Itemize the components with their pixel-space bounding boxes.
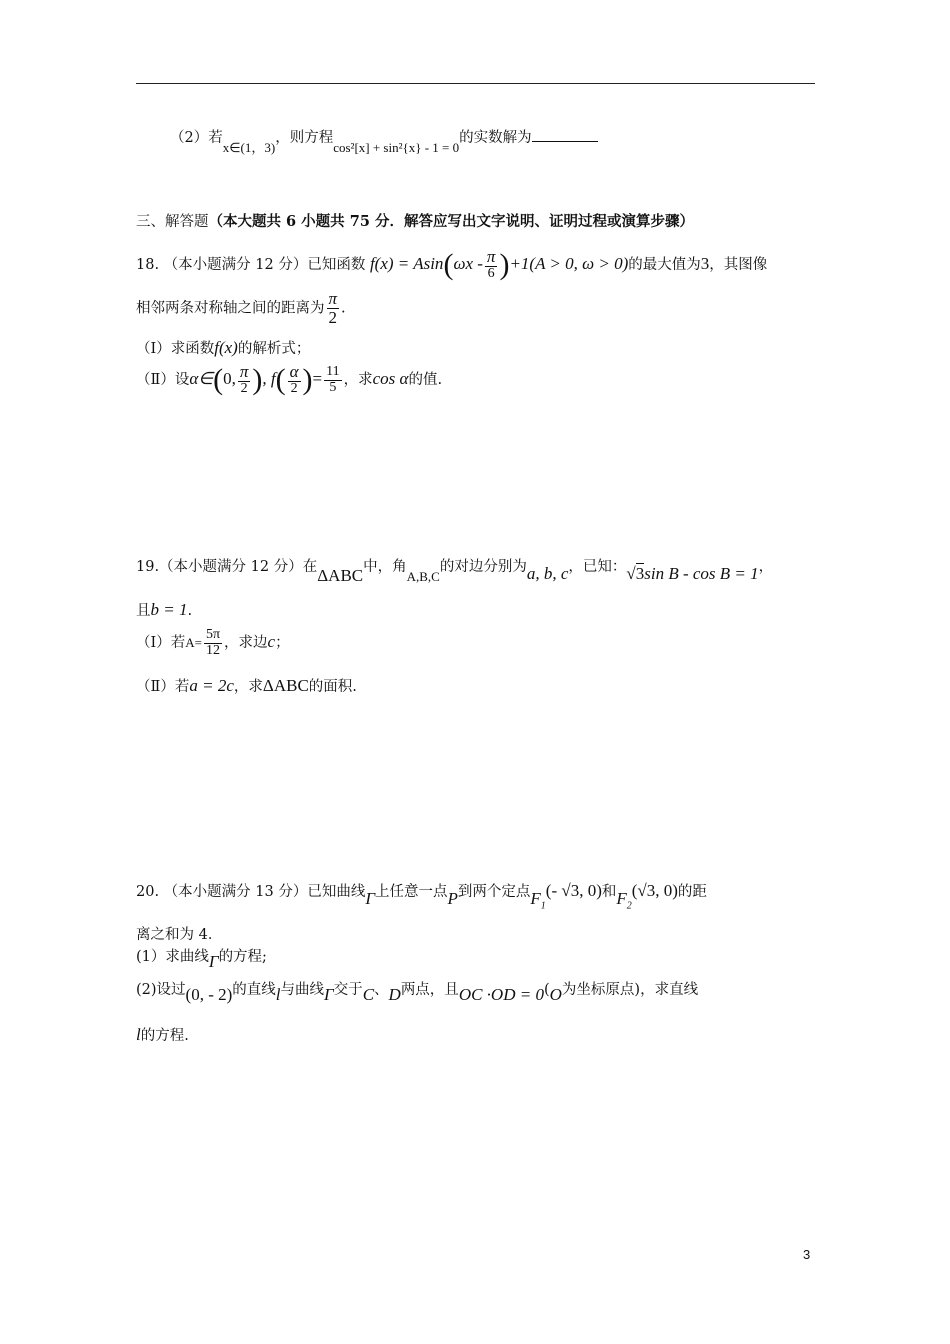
q18-pi2: π <box>328 289 338 308</box>
q17-condition: x∈(1，3) <box>222 140 276 155</box>
q19-intro: 19.（本小题满分 12 分）在 <box>136 559 318 575</box>
q18-f: , f <box>262 369 276 388</box>
q18-p2-close2: ) <box>302 363 313 396</box>
q20-line1 <box>136 881 707 912</box>
q20-O: O <box>549 985 562 1004</box>
q19-comma: ， <box>758 559 774 575</box>
q19-sqrt3: √3 <box>626 564 645 583</box>
q20-point: (0, - 2) <box>185 985 233 1004</box>
q19-triangle: ΔABC <box>317 566 364 585</box>
q20-and: 和 <box>601 884 617 900</box>
q19-period: . <box>187 603 193 619</box>
q20-paren: ( <box>543 982 550 998</box>
answer-blank <box>532 140 598 142</box>
q20-gamma2: Γ <box>208 952 219 971</box>
q18-open-paren: ( <box>443 248 454 281</box>
q19-and: 且 <box>136 603 151 619</box>
section3-note: （本大题共 6 小题共 75 分．解答应写出文字说明、证明过程或演算步骤） <box>208 213 694 230</box>
q18-p2-pi-over-2 <box>238 363 251 397</box>
q20-part1-label: (1）求曲线 <box>136 949 209 965</box>
q18-part1-text: 的解析式； <box>237 341 311 357</box>
q19-equation: sin B - cos B = 1 <box>644 564 759 583</box>
q18-value-text: 的值. <box>408 372 443 388</box>
q19-a-eq: a = 2c <box>189 676 234 695</box>
q20-F1-coord: (- √3, 0) <box>545 881 602 900</box>
q18-part2-label: （Ⅱ）设 <box>136 372 190 388</box>
q18-zero: 0, <box>223 369 236 388</box>
q18-eleven: 11 <box>326 363 340 379</box>
q18-part1-label: （Ⅰ）求函数 <box>136 341 215 357</box>
q18-alpha-in: α∈ <box>189 369 214 388</box>
q18-two: 2 <box>328 307 338 327</box>
q20-origin-text: 为坐标原点)，求直线 <box>561 982 699 998</box>
q19-find-side: ，求边 <box>224 635 268 652</box>
q17-mid: ，则方程 <box>275 130 334 146</box>
q19-part2-label: （Ⅱ）若 <box>136 679 190 695</box>
q18-max-val: 3 <box>700 254 710 273</box>
q18-axis-distance: 相邻两条对称轴之间的距离为 <box>136 300 325 317</box>
q19-five-pi: 5π <box>205 627 221 642</box>
q20-intersect: 交于 <box>333 982 363 998</box>
q20-two-points: 两点，且 <box>400 982 459 998</box>
q20-F1 <box>530 889 546 912</box>
q20-l2: l <box>136 1025 141 1044</box>
q18-six: 6 <box>487 266 495 282</box>
header-rule <box>136 83 815 84</box>
q18-pi: π <box>486 247 496 267</box>
q18-part2 <box>136 362 442 398</box>
q18-p2-pi: π <box>239 362 249 382</box>
q18-pi-over-6 <box>485 248 498 282</box>
q18-p2-two: 2 <box>240 381 248 397</box>
q18-line2 <box>136 290 346 327</box>
q19-c: c <box>267 632 276 652</box>
q19-sides-text: 的对边分别为 <box>439 559 527 575</box>
q19-part2 <box>136 676 357 696</box>
q20-P: P <box>447 889 458 908</box>
q20-gamma3: Γ <box>324 985 334 1004</box>
q18-11-over-5 <box>324 365 341 395</box>
q17-suffix: 的实数解为 <box>459 130 532 146</box>
q18-alpha-over-2 <box>288 363 301 397</box>
q19-find: ，求 <box>233 679 263 695</box>
q18-pi-over-2 <box>327 290 340 327</box>
q18-intro: 18. （本小题满分 12 分）已知函数 <box>136 257 366 273</box>
q20-F2-letter: F <box>616 889 627 908</box>
q20-part2 <box>136 979 699 1004</box>
q18-alpha-two: 2 <box>290 381 298 397</box>
q18-part1 <box>136 338 310 358</box>
q20-intro: 20. （本小题满分 13 分）已知曲线 <box>136 884 366 900</box>
q20-l: l <box>275 985 281 1004</box>
q19-sqrt3-val: 3 <box>635 564 645 583</box>
q20-dist: 的距 <box>677 884 707 900</box>
q20-part2-label: (2)设过 <box>136 982 186 998</box>
q20-gamma: Γ <box>365 889 376 908</box>
q18-func-lhs: f(x) = Asin <box>369 254 444 273</box>
q19-part1 <box>136 628 290 658</box>
q18-p2-open: ( <box>213 363 224 396</box>
q18-p2-close: ) <box>252 363 263 396</box>
q19-5pi-over-12 <box>204 628 222 658</box>
q18-find: ，求 <box>343 372 373 388</box>
q18-max-text: 的最大值为 <box>628 257 701 273</box>
q20-F1-letter: F <box>530 889 541 908</box>
q19-line2 <box>136 600 192 620</box>
q19-semicolon: ； <box>275 635 290 652</box>
q20-dot-eq: OC ·OD = 0 <box>458 985 544 1004</box>
q20-part1 <box>136 946 267 971</box>
q19-sides: a, b, c <box>526 564 569 583</box>
q18-five: 5 <box>329 379 337 395</box>
q19-angles: A,B,C <box>406 569 440 584</box>
section3-heading <box>136 213 694 231</box>
q20-foci-text: 到两个定点 <box>457 884 531 900</box>
q19-twelve: 12 <box>206 642 220 658</box>
section3-title: 三、解答题 <box>136 214 209 230</box>
q17-equation: cos²[x] + sin²{x} - 1 = 0 <box>333 140 460 155</box>
q19-line1 <box>136 556 774 585</box>
q20-C: C <box>362 985 375 1004</box>
q19-angle-text: 中，角 <box>363 559 407 575</box>
q20-sum-text: 离之和为 4． <box>136 927 223 943</box>
q19-b-eq: b = 1 <box>150 600 188 619</box>
q20-line4 <box>136 1025 189 1045</box>
page-number: 3 <box>803 1247 811 1262</box>
q20-D: D <box>388 985 401 1004</box>
q18-cos-alpha: cos α <box>372 369 409 388</box>
q20-dun: 、 <box>374 982 389 998</box>
q19-part1-label: （Ⅰ）若 <box>136 635 186 652</box>
q19-triangle2: ΔABC <box>262 676 309 695</box>
q18-plus-cond: +1(A > 0, ω > 0) <box>509 254 629 273</box>
q20-line-equation: 的方程. <box>140 1028 189 1044</box>
q20-F1-sub: 1 <box>540 900 546 912</box>
q18-graph-text: ，其图像 <box>709 257 768 273</box>
q20-F2 <box>616 889 632 912</box>
q18-omega-x: ωx - <box>453 254 483 273</box>
q18-line1 <box>136 247 767 283</box>
q19-known: ，已知： <box>568 559 627 575</box>
q20-equation-text: 的方程; <box>218 949 267 965</box>
q17-line <box>170 130 598 155</box>
q20-curve-text: 与曲线 <box>280 982 325 998</box>
q20-F2-sub: 2 <box>626 900 632 912</box>
q18-fx: f(x) <box>214 338 238 357</box>
q17-prefix: （2）若 <box>170 130 223 146</box>
q18-close-paren: ) <box>499 248 510 281</box>
q19-A-eq: A= <box>185 635 202 651</box>
q20-F2-coord: (√3, 0) <box>631 881 678 900</box>
q18-period: . <box>341 300 346 317</box>
q18-alpha: α <box>289 362 299 382</box>
q18-p2-open2: ( <box>275 363 286 396</box>
q18-eq: = <box>312 369 323 388</box>
q20-point-text: 上任意一点 <box>375 884 448 900</box>
q20-line2 <box>136 927 222 944</box>
q20-line-text: 的直线 <box>232 982 276 998</box>
q19-area-text: 的面积. <box>308 679 357 695</box>
